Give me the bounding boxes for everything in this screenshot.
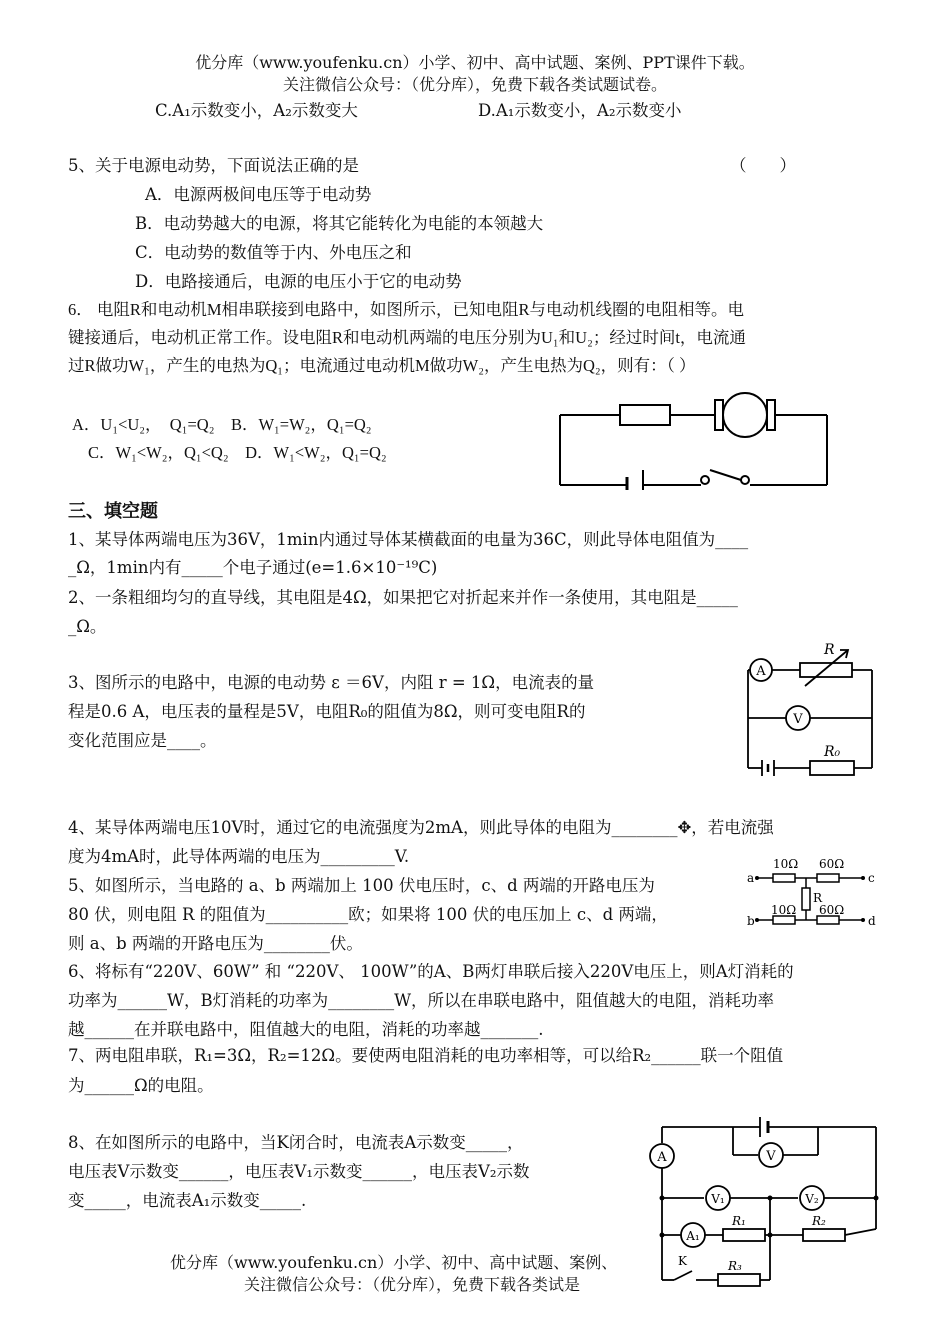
f3-r-label: R — [824, 642, 835, 658]
switch-contact-right — [741, 476, 749, 484]
section-title: 三、填空题 — [68, 501, 158, 522]
f6-line1: 6、将标有“220V、60W” 和 “220V、 100W”的A、B两灯串联后接入220V电压上，则A灯消耗的 — [68, 962, 794, 981]
header-line1: 优分库（www.youfenku.cn）小学、初中、高中试题、案例、PPT课件下载。 — [195, 53, 755, 72]
f3-line3: 变化范围应是____。 — [68, 731, 217, 750]
f8-voltmeter-v1-label: V₁ — [711, 1192, 725, 1206]
f2-line2: _Ω。 — [68, 617, 107, 636]
f2-line1: 2、一条粗细均匀的直导线，其电阻是4Ω，如果把它对折起来并作一条使用，其电阻是_____ — [68, 588, 738, 607]
f6-line2: 功率为______W，B灯消耗的功率为________W，所以在串联电路中，阻值越大的电阻，消耗功率 — [68, 991, 775, 1010]
f8-r2-label: R₂ — [812, 1214, 826, 1228]
q5-option-a: A．电源两极间电压等于电动势 — [145, 185, 372, 204]
f8-ammeter-a-label: A — [657, 1150, 667, 1165]
f8-r1-label: R₁ — [732, 1214, 746, 1228]
q6-options-cd: C．W₁<W₂，Q₁<Q₂ D．W₁<W₂，Q₁=Q₂ — [88, 443, 387, 462]
f3-ammeter-label: A — [756, 664, 766, 679]
f8-line3: 变_____，电流表A₁示数变_____. — [68, 1191, 307, 1210]
f5-line2: 80 伏，则电阻 R 的阻值为__________欧；如果将 100 伏的电压加上 c、d 两端， — [68, 905, 668, 924]
f5-a-label: a — [747, 871, 755, 885]
q6-line2: 键接通后，电动机正常工作。设电阻R和电动机两端的电压分别为U₁和U₂；经过时间t，电流通 — [68, 328, 746, 347]
f8-ammeter-a1-label: A₁ — [686, 1229, 700, 1243]
f8-circuit-figure — [648, 1105, 883, 1290]
f5-b-label: b — [747, 914, 755, 928]
switch-contact-left — [701, 476, 709, 484]
f7-line2: 为______Ω的电阻。 — [68, 1076, 214, 1095]
f1-line1: 1、某导体两端电压为36V，1min内通过导体某横截面的电量为36C，则此导体电阻值为____ — [68, 530, 749, 549]
f3-circuit-figure — [740, 636, 880, 781]
q6-line1: 6． 电阻R和电动机M相串联接到电路中，如图所示，已知电阻R与电动机线圈的电阻相等。电 — [68, 300, 745, 319]
q5-bracket: （ ） — [730, 156, 796, 175]
q5-option-d: D．电路接通后，电源的电压小于它的电动势 — [135, 272, 462, 291]
f8-k-label: K — [678, 1254, 687, 1268]
f6-line3: 越______在并联电路中，阻值越大的电阻，消耗的功率越_______. — [68, 1020, 544, 1039]
resistor-r — [620, 405, 670, 425]
f5-r2-label: 60Ω — [819, 857, 845, 871]
f1-line2: _Ω，1min内有_____个电子通过(e=1.6×10⁻¹⁹C) — [68, 558, 438, 577]
footer-line1: 优分库（www.youfenku.cn）小学、初中、高中试题、案例、 — [170, 1253, 618, 1272]
f5-r1-label: 10Ω — [773, 857, 799, 871]
q6-options-ab: A．U₁<U₂， Q₁=Q₂ B．W₁=W₂，Q₁=Q₂ — [72, 415, 372, 434]
prev-option-c: C.A₁示数变小，A₂示数变大 — [155, 101, 358, 120]
f5-r-label: R — [813, 891, 823, 905]
f5-c-label: c — [868, 871, 875, 885]
f4-line1: 4、某导体两端电压10V时，通过它的电流强度为2mA，则此导体的电阻为________✥，若电流强 — [68, 818, 774, 837]
f8-line2: 电压表V示数变______，电压表V₁示数变______，电压表V₂示数 — [68, 1162, 530, 1181]
footer-line2: 关注微信公众号：（优分库），免费下载各类试是 — [244, 1275, 581, 1294]
motor-m — [723, 393, 767, 437]
f5-d-label: d — [868, 914, 876, 928]
f5-line1: 5、如图所示，当电路的 a、b 两端加上 100 伏电压时，c、d 两端的开路电压为 — [68, 876, 655, 895]
f5-r4-label: 60Ω — [819, 903, 845, 917]
f3-r0-label: R₀ — [824, 744, 841, 760]
f5-circuit-figure — [745, 852, 880, 932]
q6-line3: 过R做功W₁，产生的电热为Q₁；电流通过电动机M做功W₂，产生电热为Q₂，则有：（ ） — [68, 356, 696, 375]
f8-voltmeter-v-label: V — [766, 1149, 776, 1164]
prev-option-d: D.A₁示数变小，A₂示数变小 — [478, 101, 682, 120]
q5-option-c: C．电动势的数值等于内、外电压之和 — [135, 243, 412, 262]
q6-circuit-figure — [555, 380, 835, 490]
q5-option-b: B．电动势越大的电源，将其它能转化为电能的本领越大 — [135, 214, 544, 233]
f8-r3-label: R₃ — [728, 1259, 742, 1273]
f5-line3: 则 a、b 两端的开路电压为________伏。 — [68, 934, 363, 953]
f8-voltmeter-v2-label: V₂ — [805, 1192, 819, 1206]
f3-line2: 程是0.6 A，电压表的量程是5V，电阻R₀的阻值为8Ω，则可变电阻R的 — [68, 702, 586, 721]
header-line2: 关注微信公众号：（优分库），免费下载各类试题试卷。 — [282, 75, 667, 94]
q5-stem: 5、关于电源电动势，下面说法正确的是 — [68, 156, 359, 175]
f3-voltmeter-label: V — [793, 712, 803, 727]
f4-line2: 度为4mA时，此导体两端的电压为_________V. — [68, 847, 410, 866]
f5-r3-label: 10Ω — [771, 903, 797, 917]
f8-line1: 8、在如图所示的电路中，当K闭合时，电流表A示数变_____， — [68, 1133, 524, 1152]
f7-line1: 7、两电阻串联，R₁=3Ω，R₂=12Ω。要使两电阻消耗的电功率相等，可以给R₂______联一个阻值 — [68, 1046, 784, 1065]
f3-line1: 3、图所示的电路中，电源的电动势 ε ＝6V，内阻 r = 1Ω，电流表的量 — [68, 673, 595, 692]
